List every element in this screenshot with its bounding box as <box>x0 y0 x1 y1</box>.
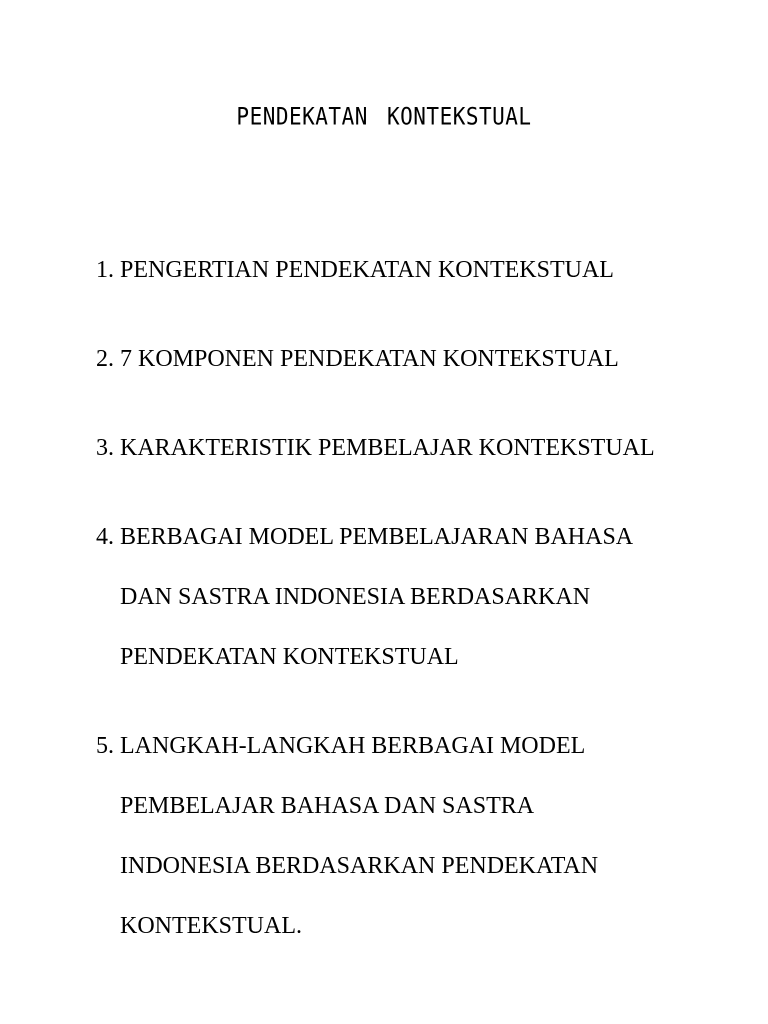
list-item <box>96 433 736 463</box>
item-number: 2. <box>96 346 114 372</box>
item-text-line: KARAKTERISTIK PEMBELAJAR KONTEKSTUAL <box>120 435 655 461</box>
item-text-line: PEMBELAJAR BAHASA DAN SASTRA <box>120 793 535 819</box>
list-item <box>96 255 736 285</box>
item-text-line: DAN SASTRA INDONESIA BERDASARKAN <box>120 584 591 610</box>
list-item <box>96 344 736 374</box>
item-number: 5. <box>96 733 114 759</box>
document-title: PENDEKATAN KONTEKSTUAL <box>236 102 532 131</box>
list-item <box>96 522 736 672</box>
topic-list <box>96 255 736 941</box>
item-text-line: INDONESIA BERDASARKAN PENDEKATAN <box>120 853 599 879</box>
item-text-line: BERBAGAI MODEL PEMBELAJARAN BAHASA <box>120 524 634 550</box>
item-text-line: PENGERTIAN PENDEKATAN KONTEKSTUAL <box>120 257 614 283</box>
item-text-line: PENDEKATAN KONTEKSTUAL <box>120 644 459 670</box>
list-item <box>96 731 736 941</box>
item-text-line: 7 KOMPONEN PENDEKATAN KONTEKSTUAL <box>120 346 619 372</box>
item-text-line: KONTEKSTUAL. <box>120 913 302 939</box>
item-number: 1. <box>96 257 114 283</box>
item-text-line: LANGKAH-LANGKAH BERBAGAI MODEL <box>120 733 586 759</box>
item-number: 4. <box>96 524 114 550</box>
item-number: 3. <box>96 435 114 461</box>
